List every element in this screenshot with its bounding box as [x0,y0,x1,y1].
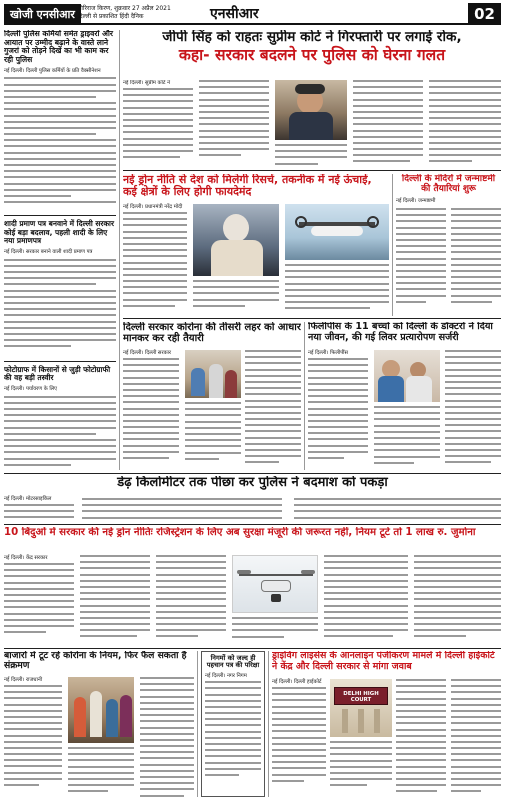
masthead-subtitle: दिल्ली से प्रकाशित हिंदी दैनिक [78,13,144,20]
lead-headline-line2: कहा- सरकार बदलने पर पुलिस को घेरना गलत [178,46,446,65]
lead-story-body [123,80,501,168]
philippines-lead: नई दिल्ली। फिलीपींस [308,350,348,356]
drone-rules-story [4,527,501,645]
left-column [4,30,116,470]
left-story3-body [4,396,116,470]
philippines-story [308,322,501,470]
market-headline: बाजारों में टूट रहे कोरोना के नियम, फिर फैल सकता है संक्रमण [4,651,187,672]
market-photo [68,677,134,743]
left-story1-body [4,77,116,209]
section-title: एनसीआर [210,6,259,22]
temples-story [396,174,501,316]
corona-headline: दिल्ली सरकार कोरोना की तीसरी लहर को आधार मानकर कर रही तैयारी [123,322,301,345]
middle-box-headline: निगमों को जल्द ही पहचान पत्र की परिक्षा [206,654,260,670]
page-number: 02 [468,3,501,25]
left-story3-headline: फोटोग्राफ में किसानों से जुड़ी फोटोग्राफी की वह बड़ी तस्वीर [4,361,116,383]
market-lead: नई दिल्ली। राजधानी [4,677,43,683]
drone-photo-modi [193,204,279,276]
middle-box-lead: नई दिल्ली। नगर निगम [205,672,247,679]
market-story [4,651,194,797]
chase-story [4,476,501,522]
drone-headline: नई ड्रोन नीति से देश को मिलेगी रिसर्च, तकनीक में नई ऊंचाई, कई क्षेत्रों के लिए होगी फायदेमंद [123,174,372,199]
left-story1-lead: नई दिल्ली। दिल्ली पुलिस कर्मियों के प्रति वैक्सीनेशन [4,68,101,74]
corona-photo [185,350,241,398]
chase-headline: डेढ़ किलोमीटर तक पीछा कर पुलिस ने बदमाश को पकड़ा [117,476,388,490]
corona-story [123,322,301,470]
license-lead: नई दिल्ली। दिल्ली हाईकोर्ट [272,679,322,685]
philippines-photo [374,350,440,402]
left-story2-headline: शादी प्रमाण पत्र बनवाने में दिल्ली सरकार कोई बड़ा बदलाव, पहली शादी के लिए नया प्रमाणपत्र [4,215,116,245]
middle-box-story [201,651,265,797]
drone-lead: नई दिल्ली। प्रधानमंत्री नरेंद्र मोदी [123,204,183,210]
left-story2-body [4,259,116,355]
drone-photo-aircraft [285,204,389,260]
drone-rules-headline: 10 बिंदुओं में सरकार की नई ड्रोन नीतिः रजिस्ट्रेशन के लिए अब सुरक्षा मंजूरी की जरूरत नहीं, नियम टूटे तो 1 लाख रु. जुर्माना [4,527,476,538]
drone-story [123,174,389,316]
masthead-date: गिरिराज किरण, शुक्रवार 27 अप्रैल 2021 [78,5,171,12]
section-label: खोजी एनसीआर [4,4,81,25]
license-story [272,651,501,797]
drone-rules-photo [232,555,318,613]
lead-story-photo [275,80,347,140]
lead-story-lead: नई दिल्ली। सुप्रीम कोर्ट ने [123,80,171,86]
temples-headline: दिल्ली के मंदिरों में जन्माष्टमी की तैयारियां शुरू [401,174,496,195]
masthead-meta [78,5,198,21]
philippines-headline: फिलीपींस के 11 बच्चों को दिल्ली के डॉक्टरों ने दिया नया जीवन, की गई लिवर प्रत्यारोपण सर्जरी [308,322,493,343]
court-sign-text: DELHI HIGH COURT [343,691,379,703]
drone-rules-lead: नई दिल्ली। केंद्र सरकार [4,555,48,561]
license-photo-court [330,679,392,737]
corona-lead: नई दिल्ली। दिल्ली सरकार [123,350,172,356]
left-story2-lead: नई दिल्ली। सरकार बनाने वाली शादी प्रमाण पत्र [4,249,93,256]
temples-lead: नई दिल्ली। जन्माष्टमी [396,198,436,205]
lead-headline-line1: जीपी सिंह को राहतः सुप्रीम कोर्ट ने गिरफ्तारी पर लगाई रोक, [162,30,462,45]
left-story3-lead: नई दिल्ली। पर्यावरण के लिए [4,386,58,393]
masthead [4,3,501,25]
left-story1-headline: दिल्ली पुलिस कर्मियों समेत ड्राइवरों और आयात पर उम्मीद बढ़ाने के वास्ते लाने गुजरां को तोड़ने दिखें का भी काम कर रही पुलिस [4,30,113,64]
chase-lead: नई दिल्ली। मोटरसाइकिल [4,496,52,502]
lead-story-headline-block [123,30,501,76]
license-headline: ड्राइविंग लाइसेंस के आनलाइन पंजीकरण मामले में दिल्ली हाईकोर्ट ने केंद्र और दिल्ली सरकार से मांगा जवाब [272,651,495,672]
